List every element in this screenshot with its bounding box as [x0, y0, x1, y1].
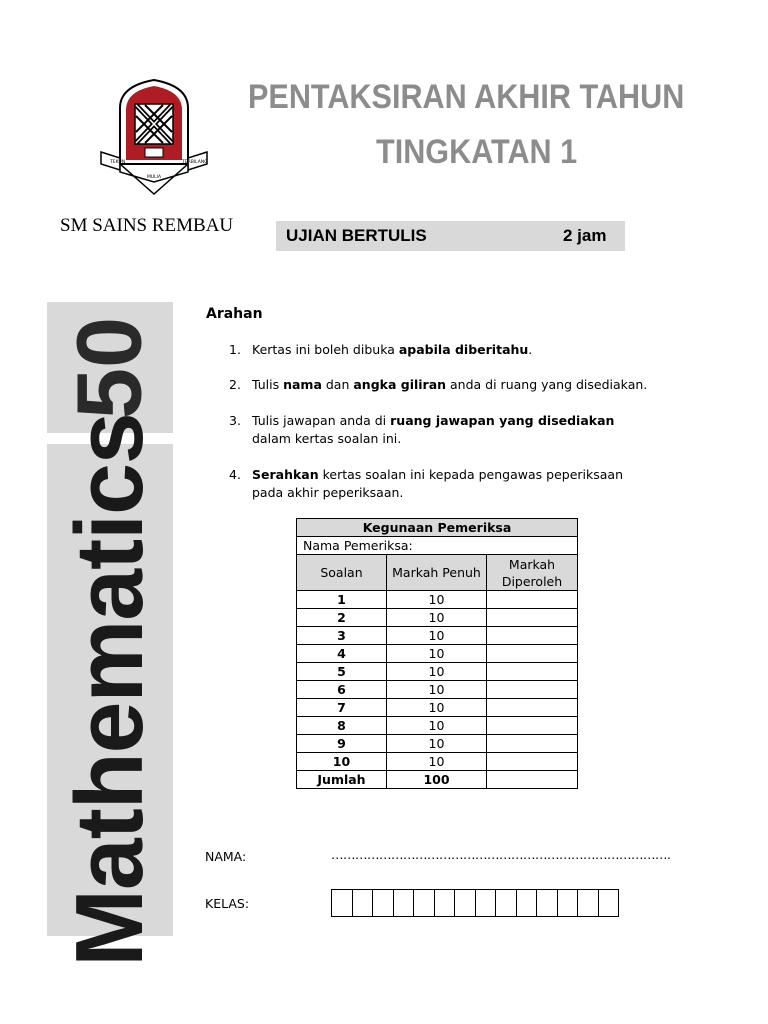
table-row: [297, 645, 578, 663]
kelas-box: [557, 889, 578, 917]
examiner-name-label: Nama Pemeriksa:: [297, 537, 578, 555]
full-marks: 10: [387, 717, 487, 735]
total-obtained-cell: [487, 771, 578, 789]
text-part: .: [528, 342, 533, 357]
kelas-box: [598, 889, 620, 917]
full-marks: 10: [387, 753, 487, 771]
question-number: 6: [297, 681, 387, 699]
school-name: SM SAINS REMBAU: [60, 215, 234, 236]
kelas-box: [393, 889, 414, 917]
question-number: 10: [297, 753, 387, 771]
subject-name: Mathematics: [56, 413, 163, 967]
obtained-marks-cell: [487, 681, 578, 699]
subject-code: 50: [58, 316, 161, 420]
page-subtitle: TINGKATAN 1: [376, 133, 578, 171]
question-number: 4: [297, 645, 387, 663]
question-number: 2: [297, 609, 387, 627]
total-value: 100: [387, 771, 487, 789]
text-part: anda di ruang yang disediakan.: [446, 377, 648, 392]
obtained-marks-cell: [487, 645, 578, 663]
kelas-box: [454, 889, 475, 917]
logo-motto-mid: MULIA: [147, 175, 162, 180]
obtained-marks-cell: [487, 609, 578, 627]
table-row: [297, 663, 578, 681]
table-row: [297, 699, 578, 717]
table-title: Kegunaan Pemeriksa: [297, 519, 578, 537]
obtained-marks-cell: [487, 699, 578, 717]
instructions-heading: Arahan: [206, 306, 263, 322]
instruction-number: 1.: [229, 342, 241, 357]
text-part: Tulis: [252, 377, 284, 392]
question-number: 9: [297, 735, 387, 753]
page-title: PENTAKSIRAN AKHIR TAHUN: [248, 78, 685, 116]
table-row: [297, 735, 578, 753]
instruction-text: [252, 341, 652, 359]
nama-label: NAMA:: [205, 849, 247, 864]
col-markah-diperoleh-header: Markah Diperoleh: [487, 555, 578, 591]
kelas-box: [352, 889, 373, 917]
nama-field-line: ………………………………………………………………………….: [331, 847, 671, 862]
full-marks: 10: [387, 645, 487, 663]
full-marks: 10: [387, 627, 487, 645]
table-row: [297, 753, 578, 771]
table-row: [297, 591, 578, 609]
question-number: 3: [297, 627, 387, 645]
table-row: [297, 681, 578, 699]
full-marks: 10: [387, 663, 487, 681]
instruction-number: 4.: [229, 467, 241, 482]
col-markah-penuh-header: Markah Penuh: [387, 555, 487, 591]
instruction-text: [252, 412, 652, 448]
full-marks: 10: [387, 735, 487, 753]
col-soalan-header: Soalan: [297, 555, 387, 591]
kelas-label: KELAS:: [205, 896, 250, 911]
text-part: dalam kertas soalan ini.: [252, 431, 402, 446]
logo-motto-right: TERBILANG: [182, 160, 208, 165]
kelas-box: [331, 889, 352, 917]
total-label: Jumlah: [297, 771, 387, 789]
text-part: Kertas ini boleh dibuka: [252, 342, 399, 357]
exam-duration: 2 jam: [563, 226, 607, 245]
obtained-marks-cell: [487, 627, 578, 645]
text-part: kertas soalan ini kepada pengawas peperiksaan pada akhir peperiksaan.: [252, 467, 623, 500]
instruction-number: 3.: [229, 413, 241, 428]
obtained-marks-cell: [487, 663, 578, 681]
instruction-number: 2.: [229, 377, 241, 392]
kelas-box: [577, 889, 598, 917]
text-part-bold: apabila diberitahu: [398, 342, 529, 357]
table-row: [297, 627, 578, 645]
logo-motto-left: TEKUN: [110, 160, 126, 165]
full-marks: 10: [387, 591, 487, 609]
text-part-bold: ruang jawapan yang disediakan: [390, 413, 615, 428]
text-part: dan: [321, 377, 354, 392]
kelas-box: [434, 889, 455, 917]
school-crest-logo: [98, 78, 210, 196]
full-marks: 10: [387, 699, 487, 717]
total-row: [297, 771, 578, 789]
instruction-text: [252, 376, 652, 394]
obtained-marks-cell: [487, 735, 578, 753]
exam-label: UJIAN BERTULIS: [286, 226, 427, 245]
full-marks: 10: [387, 609, 487, 627]
question-number: 1: [297, 591, 387, 609]
table-row: [297, 609, 578, 627]
full-marks: 10: [387, 681, 487, 699]
text-part-bold: Serahkan: [252, 467, 319, 482]
obtained-marks-cell: [487, 591, 578, 609]
table-row: [297, 717, 578, 735]
text-part-bold: nama: [283, 377, 322, 392]
exam-info-bar: [276, 221, 625, 251]
obtained-marks-cell: [487, 717, 578, 735]
question-number: 8: [297, 717, 387, 735]
instruction-text: [252, 466, 652, 502]
examiner-marks-table: [296, 518, 578, 789]
kelas-boxes: [331, 889, 619, 916]
obtained-marks-cell: [487, 753, 578, 771]
kelas-box: [516, 889, 537, 917]
kelas-box: [536, 889, 557, 917]
kelas-box: [495, 889, 516, 917]
subject-name-panel: [47, 413, 173, 967]
kelas-box: [413, 889, 434, 917]
question-number: 7: [297, 699, 387, 717]
question-number: 5: [297, 663, 387, 681]
text-part-bold: angka giliran: [353, 377, 447, 392]
kelas-box: [475, 889, 496, 917]
text-part: Tulis jawapan anda di: [252, 413, 391, 428]
kelas-box: [372, 889, 393, 917]
